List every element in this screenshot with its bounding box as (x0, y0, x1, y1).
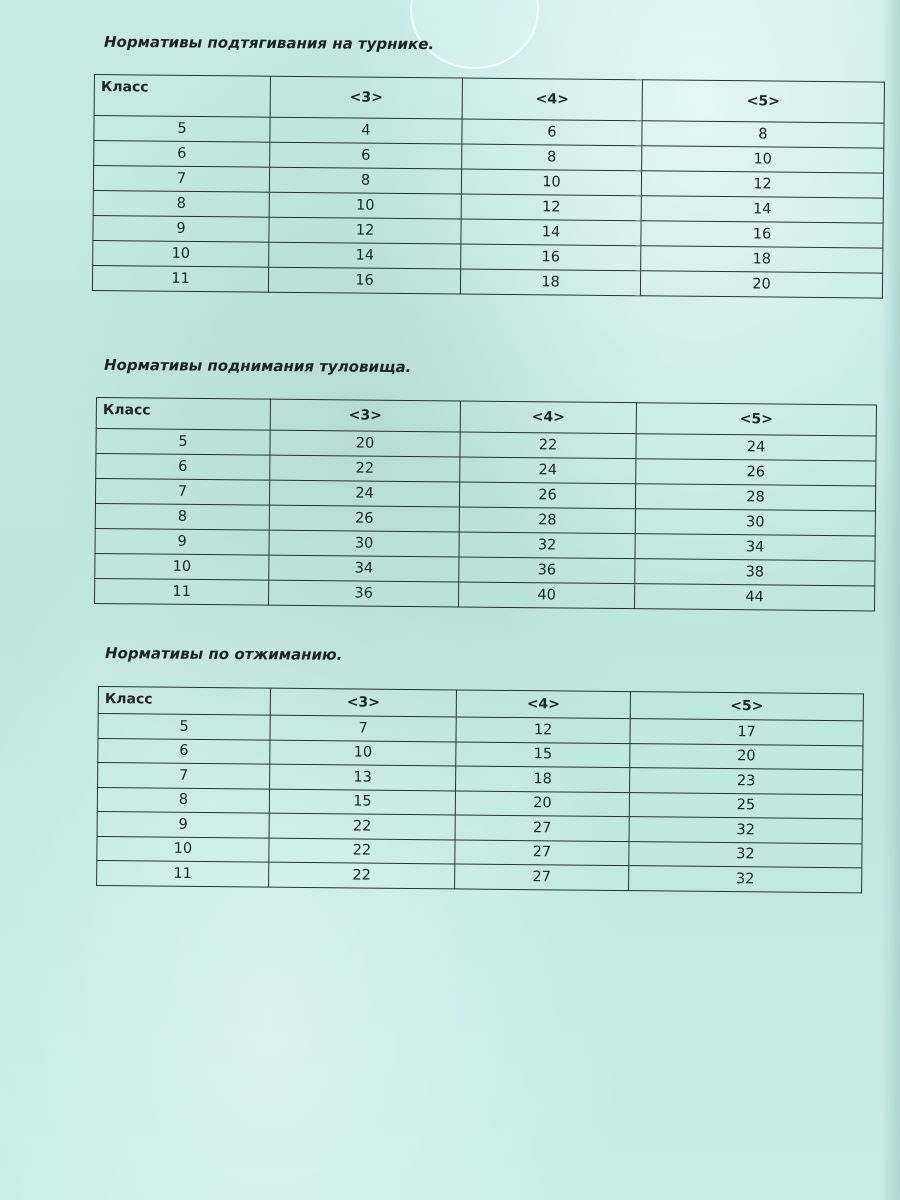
cell-grade-5: 44 (634, 584, 874, 611)
cell-grade-5: 38 (635, 559, 875, 586)
cell-grade-5: 18 (641, 246, 883, 273)
cell-grade-4: 40 (459, 582, 635, 609)
cell-grade-3: 26 (269, 505, 459, 532)
cell-grade-5: 16 (641, 221, 883, 248)
cell-class: 10 (93, 240, 269, 267)
cell-grade-3: 8 (269, 167, 461, 194)
cell-grade-5: 23 (630, 768, 863, 795)
cell-grade-3: 22 (269, 813, 455, 839)
cell-grade-4: 32 (459, 532, 635, 559)
cell-grade-4: 12 (456, 717, 630, 743)
cell-grade-5: 28 (635, 484, 875, 511)
cell-grade-4: 28 (459, 507, 635, 534)
cell-grade-4: 10 (461, 169, 641, 196)
cell-grade-3: 30 (269, 530, 459, 557)
section-title-situps: Нормативы поднимания туловища. (103, 355, 412, 377)
cell-grade-3: 36 (269, 580, 459, 607)
cell-grade-5: 32 (629, 866, 862, 893)
section-title-pullups: Нормативы подтягивания на турнике. (103, 32, 435, 54)
header-grade-3: <3> (270, 688, 456, 717)
cell-grade-4: 16 (461, 244, 641, 271)
cell-grade-4: 27 (455, 815, 629, 841)
cell-class: 11 (97, 860, 269, 886)
header-grade-5: <5> (630, 692, 863, 721)
cell-grade-4: 15 (456, 741, 630, 767)
cell-grade-5: 24 (636, 434, 876, 461)
cell-class: 6 (94, 141, 270, 168)
cell-class: 5 (96, 429, 270, 456)
cell-grade-4: 20 (455, 790, 629, 816)
cell-grade-5: 32 (629, 817, 862, 844)
cell-grade-3: 22 (269, 838, 455, 864)
cell-class: 8 (93, 190, 269, 217)
cell-class: 8 (95, 503, 269, 530)
cell-class: 11 (92, 265, 268, 292)
cell-grade-5: 20 (640, 271, 882, 298)
cell-class: 10 (97, 836, 269, 862)
cell-class: 7 (95, 479, 269, 506)
cell-class: 8 (97, 787, 269, 813)
cell-grade-3: 22 (270, 455, 460, 482)
header-class: Класс (94, 75, 270, 118)
table-pullups (92, 74, 885, 299)
cell-grade-4: 27 (455, 864, 629, 890)
cell-grade-5: 17 (630, 719, 863, 746)
cell-grade-3: 20 (270, 430, 460, 457)
header-grade-3: <3> (270, 399, 460, 432)
cell-grade-4: 36 (459, 557, 635, 584)
cell-grade-4: 27 (455, 839, 629, 865)
cell-grade-5: 20 (630, 743, 863, 770)
cell-grade-5: 25 (629, 792, 862, 819)
cell-class: 7 (93, 166, 269, 193)
cell-grade-4: 24 (460, 457, 636, 484)
cell-class: 6 (96, 454, 270, 481)
cell-grade-4: 14 (461, 219, 641, 246)
cell-grade-4: 6 (462, 119, 642, 146)
table-pushups (96, 686, 864, 893)
cell-grade-3: 16 (268, 267, 460, 294)
cell-grade-5: 14 (641, 196, 883, 223)
cell-grade-4: 18 (456, 766, 630, 792)
cell-grade-3: 7 (270, 715, 456, 741)
header-grade-4: <4> (460, 401, 636, 434)
header-grade-4: <4> (462, 78, 642, 121)
cell-grade-3: 4 (270, 117, 462, 144)
cell-grade-3: 13 (270, 764, 456, 790)
cell-class: 9 (93, 215, 269, 242)
cell-class: 6 (98, 738, 270, 764)
cell-grade-3: 15 (269, 789, 455, 815)
header-class: Класс (96, 398, 270, 431)
header-grade-5: <5> (636, 403, 876, 436)
cell-grade-3: 10 (269, 192, 461, 219)
cell-class: 7 (98, 763, 270, 789)
cell-class: 9 (95, 528, 269, 555)
cell-grade-3: 10 (270, 740, 456, 766)
cell-grade-5: 26 (636, 459, 876, 486)
table-situps (94, 397, 877, 611)
cell-grade-4: 26 (459, 482, 635, 509)
cell-grade-4: 18 (460, 269, 640, 296)
cell-grade-4: 12 (461, 194, 641, 221)
cell-class: 5 (94, 116, 270, 143)
cell-class: 9 (97, 811, 269, 837)
section-title-pushups: Нормативы по отжиманию. (104, 644, 343, 664)
cell-class: 5 (98, 714, 270, 740)
header-grade-5: <5> (642, 80, 884, 123)
cell-grade-4: 22 (460, 432, 636, 459)
cell-grade-5: 12 (641, 171, 883, 198)
header-class: Класс (98, 687, 270, 716)
cell-grade-5: 34 (635, 534, 875, 561)
cell-grade-4: 8 (462, 144, 642, 171)
cell-grade-5: 30 (635, 509, 875, 536)
cell-grade-5: 10 (642, 146, 884, 173)
cell-grade-3: 12 (269, 217, 461, 244)
header-grade-3: <3> (270, 76, 462, 119)
cell-class: 10 (95, 553, 269, 580)
page-edge-shadow (882, 0, 900, 1200)
cell-grade-3: 22 (269, 862, 455, 888)
cell-grade-3: 6 (270, 142, 462, 169)
cell-class: 11 (95, 578, 269, 605)
header-grade-4: <4> (456, 690, 630, 719)
cell-grade-3: 24 (269, 480, 459, 507)
cell-grade-3: 14 (269, 242, 461, 269)
cell-grade-3: 34 (269, 555, 459, 582)
cell-grade-5: 8 (642, 121, 884, 148)
cell-grade-5: 32 (629, 841, 862, 868)
